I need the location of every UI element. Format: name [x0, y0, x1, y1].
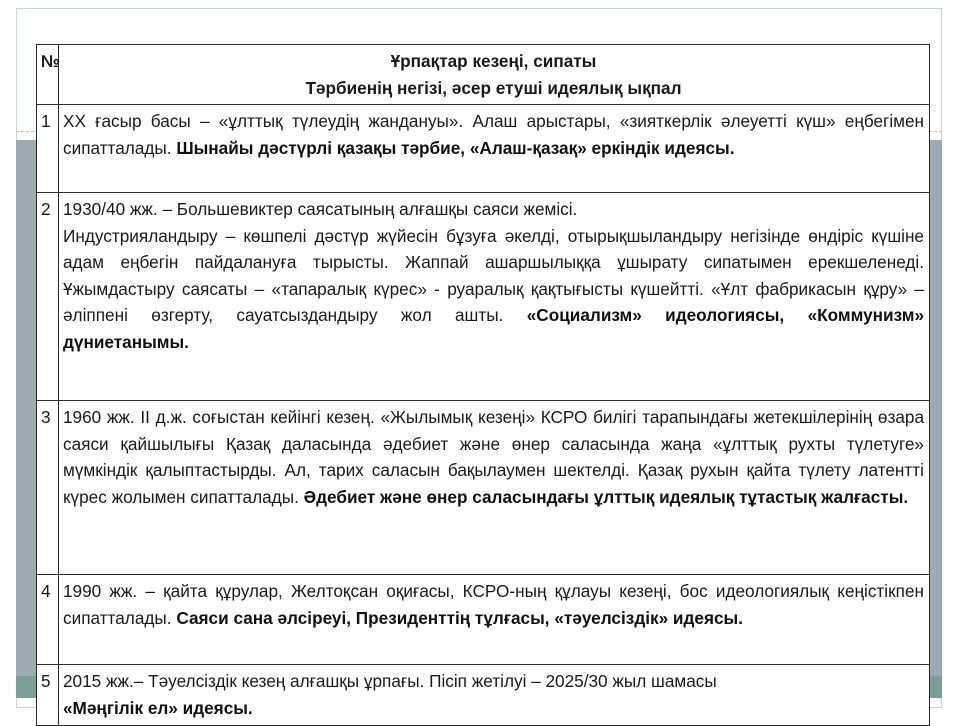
header-title-line2: Тәрбиенің негізі, әсер етуші идеялық ықпал: [305, 77, 682, 98]
row-number: 2: [37, 193, 59, 401]
row-text: 2015 жж.– Тәуелсіздік кезең алғашқы ұрпағы. Пісіп жетілуі – 2025/30 жыл шамасы: [63, 671, 717, 691]
row-number: 1: [37, 105, 59, 193]
header-number-cell: №: [37, 45, 59, 105]
row-content: [59, 105, 930, 193]
row-content: [59, 193, 930, 401]
row-text: 1960 жж. ІІ д.ж. соғыстан кейінгі кезең. «Жылымық кезеңі» КСРО билігі тарапындағы жетекшілерінің өзара саяси қайшылығы Қазақ даласында әдебиет және өнер саласында жаңа «ұлттық рухты түлетуге» мүмкіндік қалыптастырды. Ал, тарих саласын бақылаумен шектелді. Қазақ рухын қайта түлету латентті күрес жолымен сипатталады.: [63, 407, 924, 507]
row-bold-text: Әдебиет және өнер саласындағы ұлттық идеялық тұтастық жалғасты.: [303, 486, 909, 507]
table-row: [37, 105, 930, 193]
table-row: [37, 401, 930, 575]
row-content: [59, 401, 930, 575]
row-content: [59, 575, 930, 665]
row-text: 1930/40 жж. – Большевиктер саясатының алғашқы саяси жемісі.: [63, 199, 578, 219]
row-bold-text: «Мәңгілік ел» идеясы.: [63, 697, 253, 718]
table-header-row: [37, 45, 930, 105]
row-bold-text: Саяси сана әлсіреуі, Президенттің тұлғасы, «тәуелсіздік» идеясы.: [176, 607, 744, 628]
row-number: 5: [37, 665, 59, 726]
row-text: ХХ ғасыр басы – «ұлттық түлеудің жандануы». Алаш арыстары, «зияткерлік әлеуетті күш» еңбегімен сипатталады.: [63, 111, 924, 158]
header-title-line1: Ұрпақтар кезеңі, сипаты: [390, 51, 597, 71]
row-bold-text: «Социализм» идеологиясы, «Коммунизм» дүниетанымы.: [63, 305, 925, 352]
row-bold-text: Шынайы дәстүрлі қазақы тәрбие, «Алаш-қазақ» еркіндік идеясы.: [176, 137, 735, 158]
table-row: [37, 575, 930, 665]
table-row: [37, 193, 930, 401]
row-text-2: Индустрияландыру – көшпелі дәстүр жүйесін бұзуға әкелді, отырықшыландыру негізінде өндіріс күшіне адам еңбегін пайдалануға тырысты. Жаппай ашаршылыққа ұшырату сипатымен ерекшеленеді. Ұжымдастыру саясаты – «тапаралық күрес» - руаралық қақтығысты күшейтті. «Ұлт фабрикасын құру» – әліппені өзгерту, сауатсыздандыру жол ашты.: [63, 225, 924, 325]
row-content: [59, 665, 930, 726]
row-text: 1990 жж. – қайта құрулар, Желтоқсан оқиғасы, КСРО-ның құлауы кезеңі, бос идеологиялық кеңістікпен сипатталады.: [63, 581, 924, 628]
header-title-cell: [59, 45, 930, 105]
table-row: [37, 665, 930, 726]
generations-table: [36, 44, 930, 726]
row-number: 3: [37, 401, 59, 575]
decorative-left-bar: [16, 140, 38, 680]
row-number: 4: [37, 575, 59, 665]
